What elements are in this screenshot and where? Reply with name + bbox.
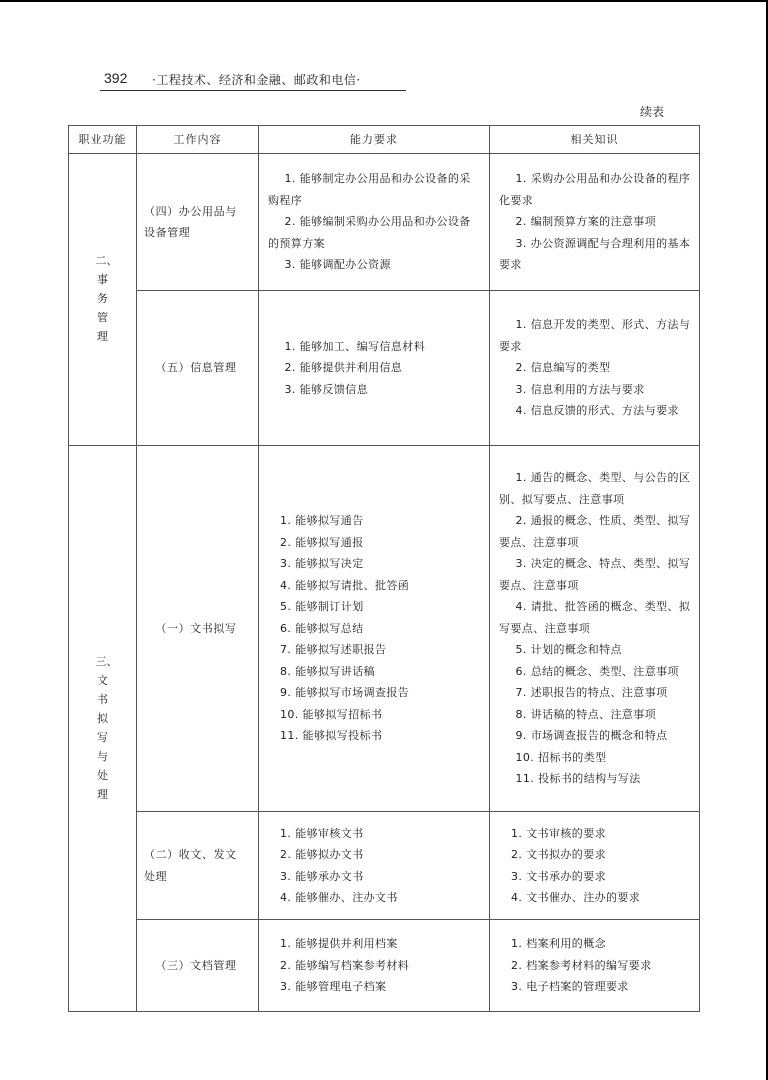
table-row (69, 920, 700, 1012)
ability-item: 9. 能够拟写市场调查报告 (280, 686, 410, 700)
header-function: 职业功能 (69, 126, 137, 154)
header-content: 工作内容 (137, 126, 259, 154)
ability-item: 6. 能够拟写总结 (280, 621, 364, 635)
ability-item: 2. 能够拟办文书 (280, 848, 364, 861)
content-cell: （二）收文、发文处理 (137, 812, 259, 920)
table-row (69, 446, 700, 812)
function-cell (69, 446, 137, 1012)
running-title: ·工程技术、经济和金融、邮政和电信· (152, 73, 361, 87)
ability-item: 4. 能够拟写请批、批答函 (280, 578, 410, 592)
knowledge-item: 1. 通告的概念、类型、与公告的区别、拟写要点、注意事项 (499, 471, 691, 506)
table-row (69, 291, 700, 446)
abilities-cell (259, 154, 490, 291)
ability-item: 1. 能够拟写通告 (280, 514, 364, 528)
content-cell: （四）办公用品与设备管理 (137, 154, 259, 291)
knowledge-item: 1. 信息开发的类型、形式、方法与要求 (499, 318, 691, 353)
knowledge-item: 2. 信息编写的类型 (515, 361, 611, 375)
knowledge-item: 3. 信息利用的方法与要求 (515, 382, 645, 396)
knowledge-cell (490, 446, 700, 812)
header-abilities: 能力要求 (259, 126, 490, 154)
ability-item: 3. 能够管理电子档案 (280, 980, 387, 994)
ability-item: 1. 能够加工、编写信息材料 (284, 339, 426, 353)
knowledge-item: 5. 计划的概念和特点 (515, 643, 622, 657)
ability-item: 3. 能够调配办公资源 (284, 258, 391, 272)
knowledge-item: 4. 请批、批答函的概念、类型、拟写要点、注意事项 (499, 600, 691, 635)
ability-item: 3. 能够承办文书 (280, 869, 364, 883)
knowledge-item: 3. 决定的概念、特点、类型、拟写要点、注意事项 (499, 557, 691, 592)
ability-item: 2. 能够提供并利用信息 (284, 361, 403, 375)
content-label: （五）信息管理 (155, 361, 237, 375)
knowledge-item: 1. 档案利用的概念 (511, 937, 606, 951)
page-top-border (0, 0, 768, 2)
ability-item: 11. 能够拟写投标书 (280, 729, 383, 743)
ability-item: 2. 能够拟写通报 (280, 535, 364, 549)
ability-item: 3. 能够反馈信息 (284, 382, 369, 396)
knowledge-cell (490, 291, 700, 446)
ability-item: 7. 能够拟写述职报告 (280, 643, 387, 657)
function-label: 二、事务管理 (95, 254, 118, 344)
knowledge-item: 6. 总结的概念、类型、注意事项 (515, 664, 679, 678)
abilities-cell (259, 446, 490, 812)
knowledge-cell (490, 154, 700, 291)
knowledge-item: 1. 文书审核的要求 (511, 826, 606, 840)
ability-item: 2. 能够编制采购办公用品和办公设备的预算方案 (268, 215, 471, 250)
knowledge-item: 2. 文书拟办的要求 (511, 848, 606, 861)
knowledge-item: 8. 讲话稿的特点、注意事项 (515, 707, 657, 721)
content-label: （一）文书拟写 (155, 621, 237, 635)
content-cell (137, 446, 259, 812)
abilities-cell (259, 812, 490, 920)
function-label: 三、文书拟写与处理 (95, 654, 118, 801)
content-cell (137, 291, 259, 446)
knowledge-item: 10. 招标书的类型 (515, 750, 607, 764)
continued-label: 续表 (640, 105, 665, 119)
knowledge-item: 3. 办公资源调配与合理利用的基本要求 (499, 236, 691, 272)
competency-table (68, 125, 700, 1012)
table-row (69, 154, 700, 291)
abilities-cell (259, 291, 490, 446)
ability-item: 8. 能够拟写讲话稿 (280, 664, 375, 678)
function-cell (69, 154, 137, 446)
page-header (100, 68, 406, 91)
knowledge-item: 4. 文书催办、注办的要求 (511, 891, 641, 904)
knowledge-item: 7. 述职报告的特点、注意事项 (515, 686, 668, 700)
table-header-row (69, 126, 700, 154)
knowledge-item: 11. 投标书的结构与写法 (515, 772, 641, 786)
abilities-cell (259, 920, 490, 1012)
ability-item: 5. 能够制订计划 (280, 600, 364, 614)
knowledge-item: 2. 档案参考材料的编写要求 (511, 958, 652, 972)
ability-item: 2. 能够编写档案参考材料 (280, 958, 410, 972)
knowledge-cell (490, 920, 700, 1012)
knowledge-item: 4. 信息反馈的形式、方法与要求 (515, 404, 679, 418)
ability-item: 1. 能够提供并利用档案 (280, 937, 398, 951)
knowledge-item: 3. 文书承办的要求 (511, 869, 606, 883)
ability-item: 10. 能够拟写招标书 (280, 707, 383, 721)
page-number: 392 (104, 70, 128, 86)
knowledge-item: 2. 编制预算方案的注意事项 (515, 215, 657, 229)
knowledge-cell (490, 812, 700, 920)
header-knowledge: 相关知识 (490, 126, 700, 154)
ability-item: 3. 能够拟写决定 (280, 557, 364, 571)
table-row (69, 812, 700, 920)
knowledge-item: 1. 采购办公用品和办公设备的程序化要求 (499, 172, 691, 207)
content-label: （三）文档管理 (155, 958, 237, 972)
knowledge-item: 3. 电子档案的管理要求 (511, 980, 629, 994)
ability-item: 1. 能够审核文书 (280, 826, 364, 840)
knowledge-item: 2. 通报的概念、性质、类型、拟写要点、注意事项 (499, 514, 691, 549)
content-cell (137, 920, 259, 1012)
ability-item: 1. 能够制定办公用品和办公设备的采购程序 (268, 172, 471, 207)
ability-item: 4. 能够催办、注办文书 (280, 891, 398, 904)
knowledge-item: 9. 市场调查报告的概念和特点 (515, 729, 668, 743)
